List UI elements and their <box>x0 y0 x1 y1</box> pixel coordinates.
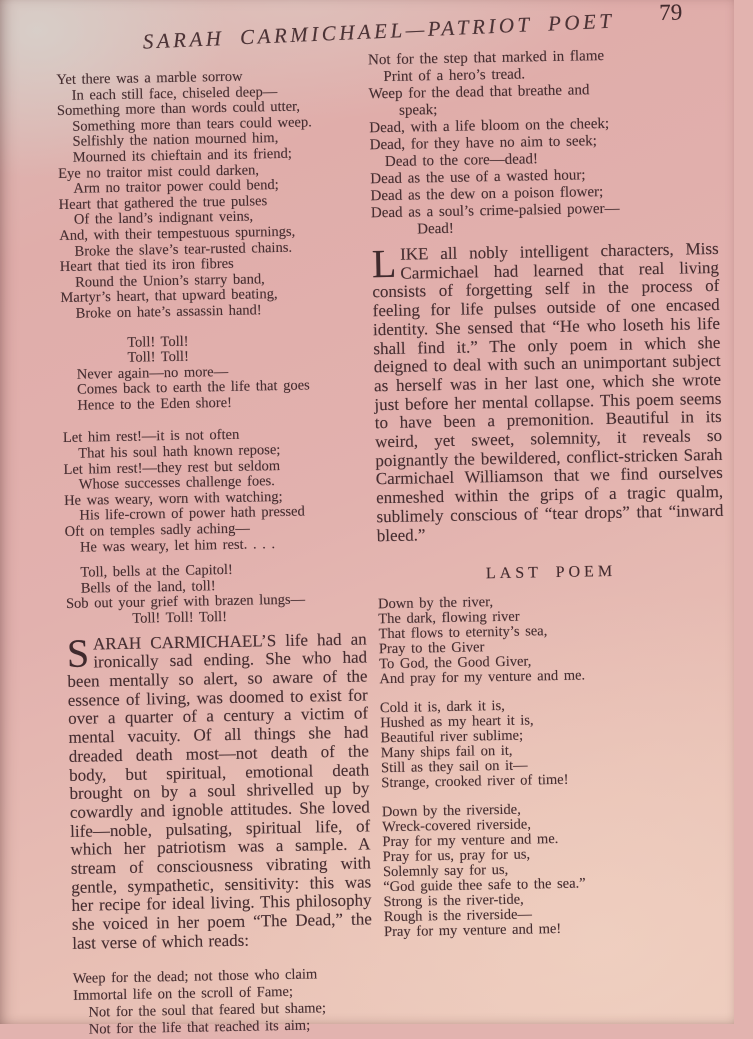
poem-line: Heart that gathered the true pulses <box>58 192 268 213</box>
poem-line: Not for the soul that feared but shame; <box>88 999 327 1021</box>
poem-line: Pray for my venture and me! <box>383 921 562 941</box>
poem-line: That flows to eternity’s sea, <box>378 623 548 643</box>
poem-line: Mourned its chieftain and its friend; <box>72 145 292 166</box>
dead-verse-continued <box>368 46 718 239</box>
poem-line: Something more than tears could weep. <box>72 114 312 135</box>
poem-line: Something more than words could utter, <box>56 98 301 120</box>
poem-line: Cold it is, dark it is, <box>379 698 505 717</box>
memorial-poem <box>56 68 361 323</box>
poem-line: And pray for my venture and me. <box>379 667 586 688</box>
poem-line: speak; <box>398 102 438 119</box>
right-prose-text: IKE all nobly intelligent characters, Miss Carmichael had learned that real living consists of forgetting self in the process of feeling for life pulses outside of one encased identity. She sensed that “He who loseth his life shall find it.” The only poem in which she deigned to deal with such an unimportant subject as herself was in her last one, which she wrote just before her mental collapse. This poem seems to have been a premonition. Beautiful in its weird, yet sweet, solemnity, it reveals so poignantly the bewildered, conflict-stricken Sarah Carmichael Williamson that we find ourselves enmeshed within the grips of a tragic qualm, sublimely conscious of “tear drops” that “inward bleed.” <box>372 238 724 545</box>
poem-line: The dark, flowing river <box>378 608 520 628</box>
dropcap-s: S <box>66 630 90 676</box>
last-poem-stanza-1 <box>378 591 727 687</box>
poem-line: Not for the step that marked in flame <box>367 47 605 69</box>
poem-line: Toll! Toll! <box>127 333 189 351</box>
poem-line: Still as they sail on it— <box>380 757 528 777</box>
last-poem-stanza-3 <box>382 799 731 940</box>
poem-line: Immortal life on the scroll of Fame; <box>73 983 294 1004</box>
poem-line: He was weary, let him rest. . . . <box>79 535 276 556</box>
poem-line: Toll! Toll! Toll! <box>132 608 228 627</box>
poem-line: Never again—no more— <box>76 363 229 383</box>
poem-line: Bells of the land, toll! <box>80 578 216 597</box>
poem-line: Sob out your grief with brazen lungs— <box>65 591 306 613</box>
poem-line: Arm no traitor power could bend; <box>73 177 279 197</box>
poem-line: “God guide thee safe to the sea.” <box>383 875 586 896</box>
dead-verse-quote <box>73 965 374 1038</box>
poem-line: Heart that tied its iron fibres <box>59 255 234 276</box>
poem-line: Wreck-covered riverside, <box>382 816 532 836</box>
left-column <box>56 68 374 1039</box>
poem-line: Many ships fail on it, <box>380 743 513 762</box>
poem-line: Print of a hero’s tread. <box>383 66 526 86</box>
poem-line: Weep for the dead that breathe and <box>368 82 590 103</box>
poem-line: Dead as the use of a wasted hour; <box>370 167 586 188</box>
poem-line: Hushed as my heart it is, <box>380 712 534 732</box>
poem-line: To God, the Good Giver, <box>379 653 532 673</box>
poem-line: Oft on temples sadly aching— <box>64 520 251 540</box>
last-poem-stanza-2 <box>380 695 729 791</box>
poem-line: Eye no traitor mist could darken, <box>57 161 260 182</box>
page-title: SARAH CARMICHAEL—PATRIOT POET <box>142 8 615 54</box>
poem-line: Of the land’s indignant veins, <box>73 208 254 229</box>
poem-line: Martyr’s heart, that upward beating, <box>60 286 278 307</box>
poem-line: Solemnly say for us, <box>382 862 509 881</box>
poem-line: Let him rest!—they rest but seldom <box>63 457 281 478</box>
poem-line: Down by the river, <box>377 594 494 613</box>
poem-line: Whose successes challenge foes. <box>78 473 276 493</box>
poem-line: Pray to the Giver <box>378 639 485 658</box>
poem-line: Broke the slave’s tear-rusted chains. <box>74 239 293 260</box>
poem-line: Beautiful river sublime; <box>380 727 524 747</box>
poem-line: Toll, bells at the Capitol! <box>80 562 233 581</box>
poem-line: Not for the life that reached its aim; <box>88 1017 311 1038</box>
poem-line: And, with their tempestuous spurnings, <box>59 223 296 244</box>
poem-line: Dead as a soul’s crime-palsied power— <box>370 200 620 222</box>
poem-line: Yet there was a marble sorrow <box>56 68 243 89</box>
poem-line: Hence to the Eden shore! <box>77 394 233 414</box>
poem-line: Dead, for they have no aim to seek; <box>369 133 598 154</box>
poem-line: Pray for my venture and me. <box>382 831 559 851</box>
dropcap-l: L <box>371 240 397 287</box>
left-prose-text: ARAH CARMICHAEL’S life had an ironically sad ending. She who had been mentally so alert, so aware of the essence of living, was doomed to exist for over a quarter of a century a victim of mental vacuity. Of all things she had dreaded death most—not death of the body, but spiritual, emotional death brought on by a soul shrivelled up by cowardly and ignoble attitudes. She loved life—noble, pulsating, spiritual life, of which her patriotism was a sample. A stream of consciousness vibrating with gentle, sympathetic, sensitivity: this was her recipe for ideal living. This philosophy she voiced in her poem “The Dead,” the last verse of which reads: <box>67 629 373 953</box>
left-prose-paragraph <box>67 630 373 953</box>
poem-line: Weep for the dead; not those who claim <box>72 965 318 987</box>
poem-line: Dead, with a life bloom on the cheek; <box>369 115 610 137</box>
poem-line: Strange, crooked river of time! <box>381 772 569 792</box>
right-prose-paragraph <box>372 240 724 546</box>
poem-line: Pray for us, pray for us, <box>382 846 531 866</box>
poem-line: That his soul hath known repose; <box>78 442 281 462</box>
poem-line: Broke on hate’s assassin hand! <box>75 302 262 322</box>
poem-line: Selfishly the nation mourned him, <box>72 130 279 151</box>
poem-line: Round the Union’s starry band, <box>74 270 265 291</box>
poem-line: He was weary, worn with watching; <box>63 488 283 509</box>
poem-line: Dead as the dew on a poison flower; <box>370 184 604 205</box>
rest-stanza <box>63 426 365 556</box>
poem-line: Dead to the core—dead! <box>384 151 539 171</box>
poem-line: His life-crown of power hath pressed <box>79 503 305 525</box>
poem-line: Strong is the river-tide, <box>383 891 524 911</box>
page-number: 79 <box>659 0 683 25</box>
poem-line: Down by the riverside, <box>381 801 521 821</box>
poem-line: Let him rest!—it is not often <box>62 427 240 447</box>
poem-line: Comes back to earth the life that goes <box>76 377 310 398</box>
poem-line: Dead! <box>417 220 455 238</box>
poem-line: Rough is the riverside— <box>383 906 533 926</box>
poem-line: Toll! Toll! <box>127 348 189 366</box>
toll-stanza-2 <box>65 561 366 629</box>
poem-line: In each still face, chiseled deep— <box>71 83 278 104</box>
right-column <box>368 46 731 940</box>
toll-stanza-1 <box>61 331 362 414</box>
last-poem-heading: LAST POEM <box>485 563 617 583</box>
